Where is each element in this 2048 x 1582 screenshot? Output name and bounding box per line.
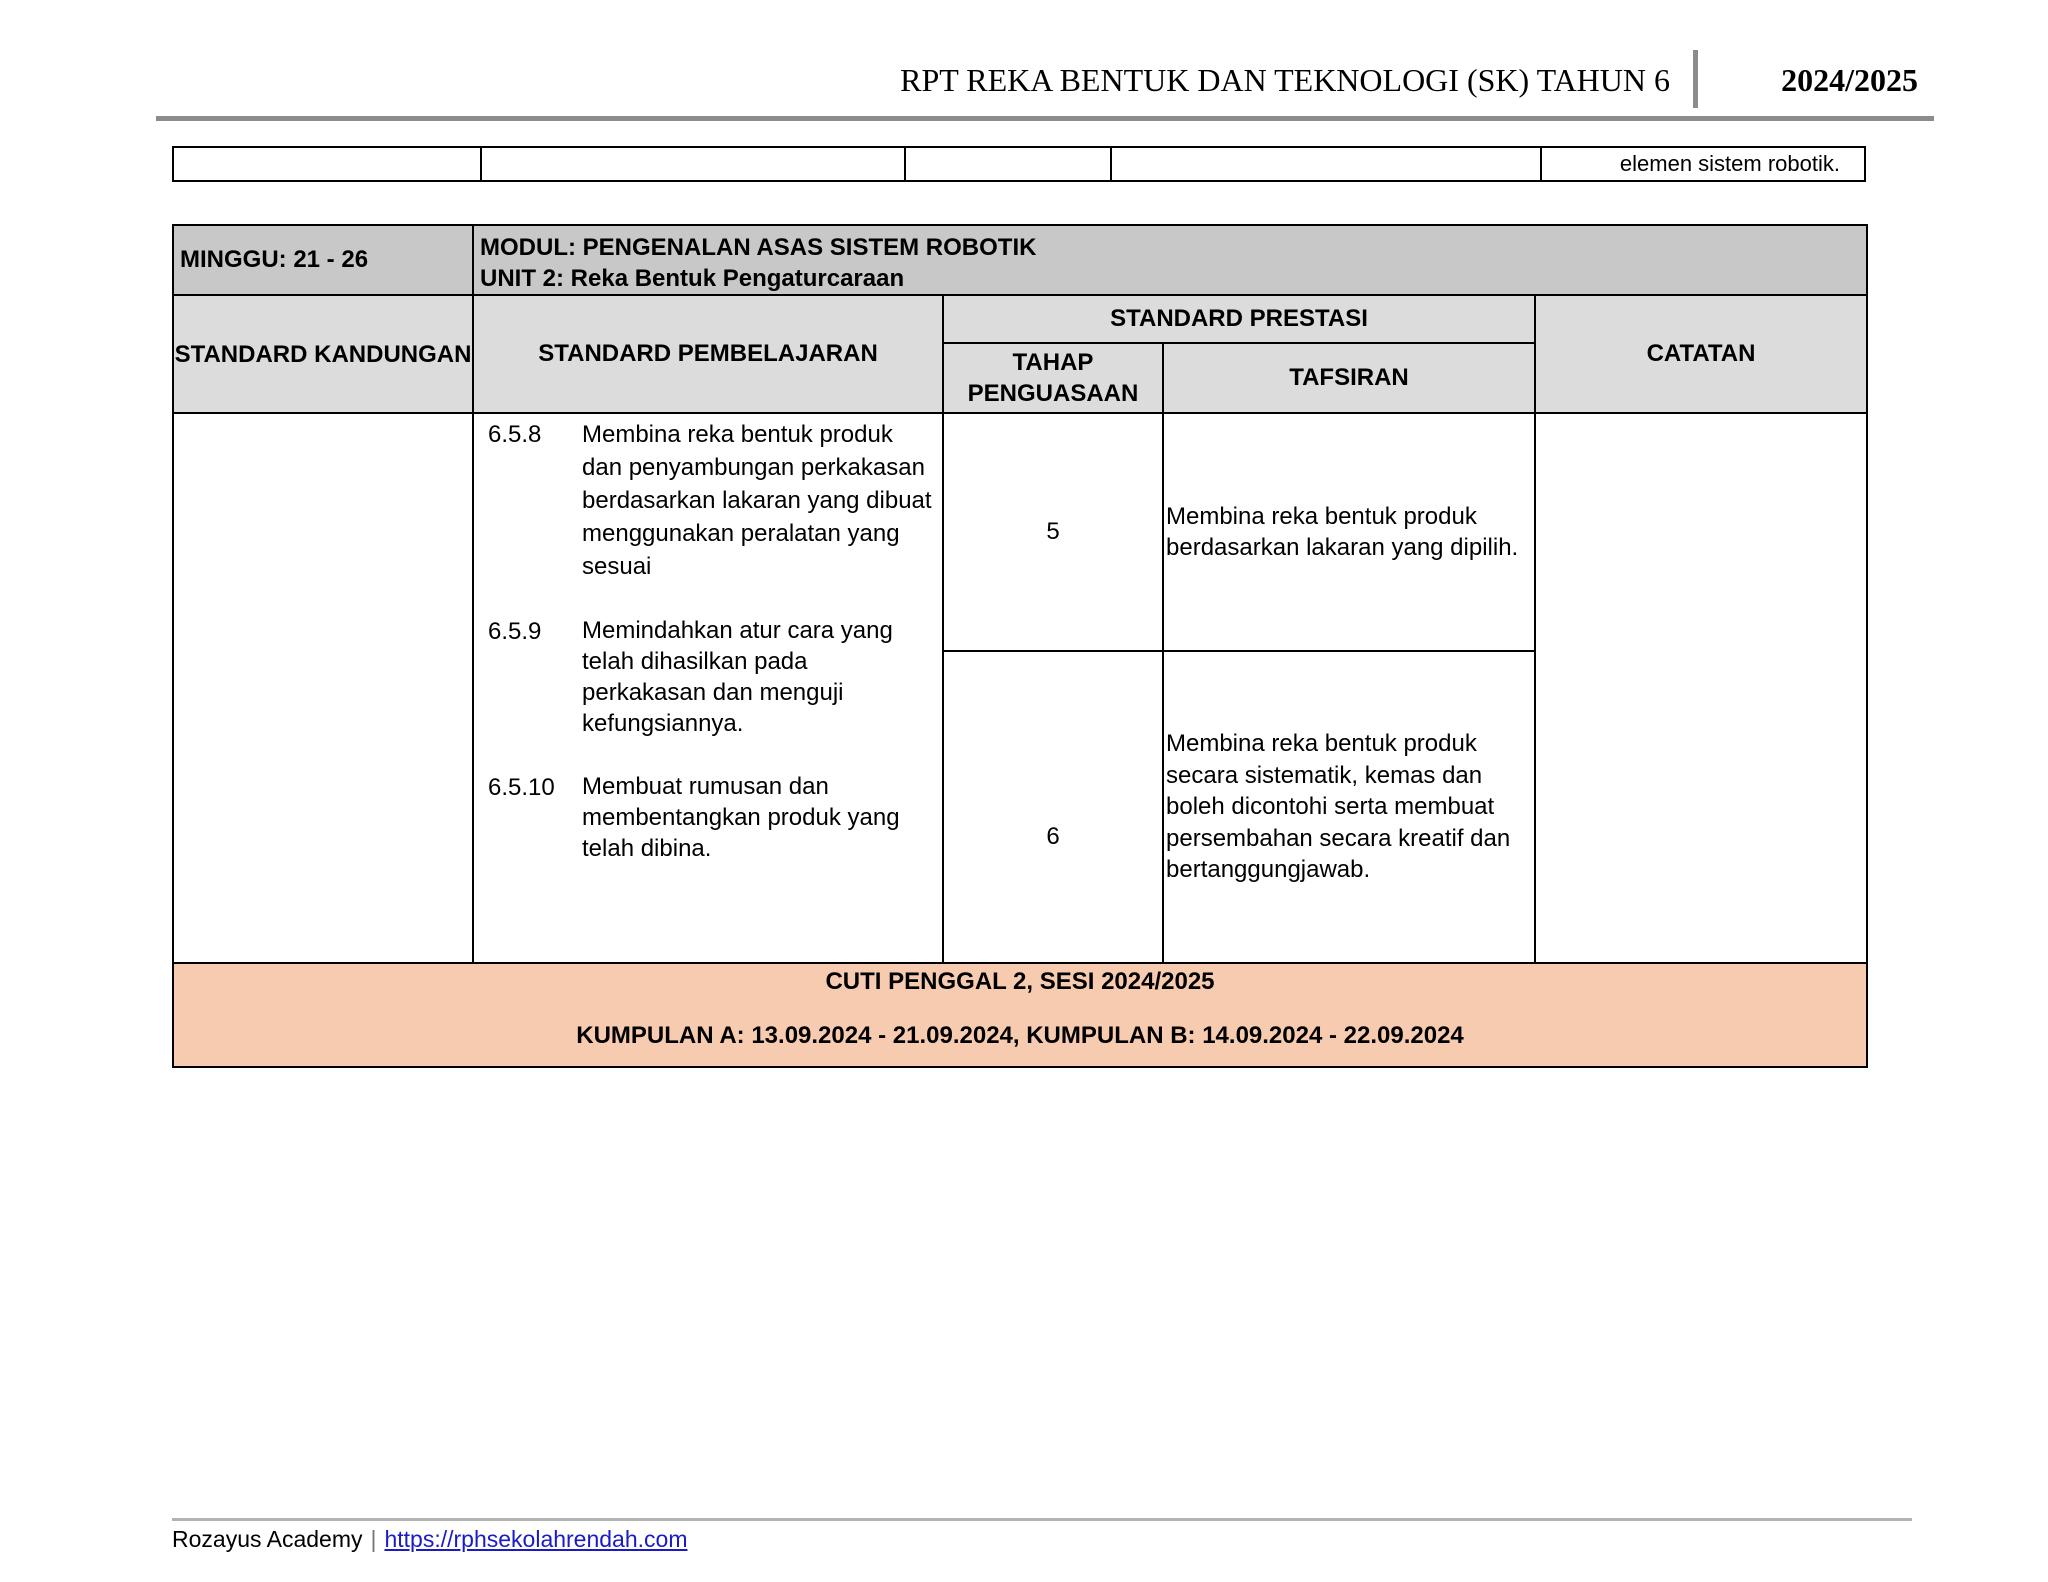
standard-kandungan-cell bbox=[173, 413, 473, 963]
sp-code: 6.5.8 bbox=[488, 421, 542, 448]
header-tafsiran: TAFSIRAN bbox=[1163, 343, 1535, 413]
sp-item bbox=[488, 615, 932, 739]
sp-code: 6.5.10 bbox=[488, 774, 555, 801]
tahap-cell: 5 bbox=[943, 413, 1163, 651]
modul-title: MODUL: PENGENALAN ASAS SISTEM ROBOTIK bbox=[480, 234, 1037, 261]
prev-cell bbox=[1111, 147, 1541, 181]
sp-text: Membina reka bentuk produk dan penyambungan perkakasan berdasarkan lakaran yang dibuat menggunakan peralatan yang sesuai bbox=[582, 421, 932, 580]
unit-title: UNIT 2: Reka Bentuk Pengaturcaraan bbox=[480, 265, 905, 292]
cuti-dates: KUMPULAN A: 13.09.2024 - 21.09.2024, KUMPULAN B: 14.09.2024 - 22.09.2024 bbox=[576, 1022, 1464, 1049]
standard-pembelajaran-cell bbox=[473, 413, 943, 963]
sp-item bbox=[488, 418, 932, 583]
prev-cell bbox=[481, 147, 905, 181]
footer-brand: Rozayus Academy bbox=[172, 1526, 363, 1552]
header-standard-kandungan: STANDARD KANDUNGAN bbox=[173, 295, 473, 413]
tahap-cell: 6 bbox=[943, 651, 1163, 963]
modul-cell bbox=[473, 225, 1867, 295]
prev-cell-catatan: elemen sistem robotik. bbox=[1541, 147, 1865, 181]
prev-cell bbox=[173, 147, 481, 181]
sp-text: Membuat rumusan dan membentangkan produk yang telah dibina. bbox=[582, 773, 900, 862]
header-standard-prestasi: STANDARD PRESTASI bbox=[943, 295, 1535, 343]
sp-code: 6.5.9 bbox=[488, 618, 542, 645]
header-standard-pembelajaran: STANDARD PEMBELAJARAN bbox=[473, 295, 943, 413]
header-divider bbox=[1693, 50, 1698, 108]
catatan-cell bbox=[1535, 413, 1867, 963]
sp-item bbox=[488, 771, 932, 864]
footer-link[interactable]: https://rphsekolahrendah.com bbox=[384, 1526, 688, 1552]
rpt-table bbox=[172, 224, 1868, 1068]
header-title: RPT REKA BENTUK DAN TEKNOLOGI (SK) TAHUN 6 bbox=[900, 62, 1670, 98]
header-catatan: CATATAN bbox=[1535, 295, 1867, 413]
sp-text: Memindahkan atur cara yang telah dihasilkan pada perkakasan dan menguji kefungsiannya. bbox=[582, 617, 893, 737]
tafsiran-cell: Membina reka bentuk produk berdasarkan lakaran yang dipilih. bbox=[1163, 413, 1535, 651]
minggu-cell: MINGGU: 21 - 26 bbox=[173, 225, 473, 295]
page-footer bbox=[172, 1526, 687, 1553]
footer-divider bbox=[172, 1518, 1912, 1521]
header-tahap-penguasaan: TAHAP PENGUASAAN bbox=[943, 343, 1163, 413]
tafsiran-cell: Membina reka bentuk produk secara sistematik, kemas dan boleh dicontohi serta membuat persembahan secara kreatif dan bertanggungjawab. bbox=[1163, 651, 1535, 963]
page-header bbox=[156, 44, 1934, 121]
header-year: 2024/2025 bbox=[1781, 62, 1918, 98]
cuti-title: CUTI PENGGAL 2, SESI 2024/2025 bbox=[825, 968, 1215, 995]
prev-cell bbox=[905, 147, 1111, 181]
footer-separator: | bbox=[370, 1526, 377, 1552]
previous-table-tail bbox=[172, 146, 1866, 182]
cuti-banner bbox=[173, 963, 1867, 1067]
